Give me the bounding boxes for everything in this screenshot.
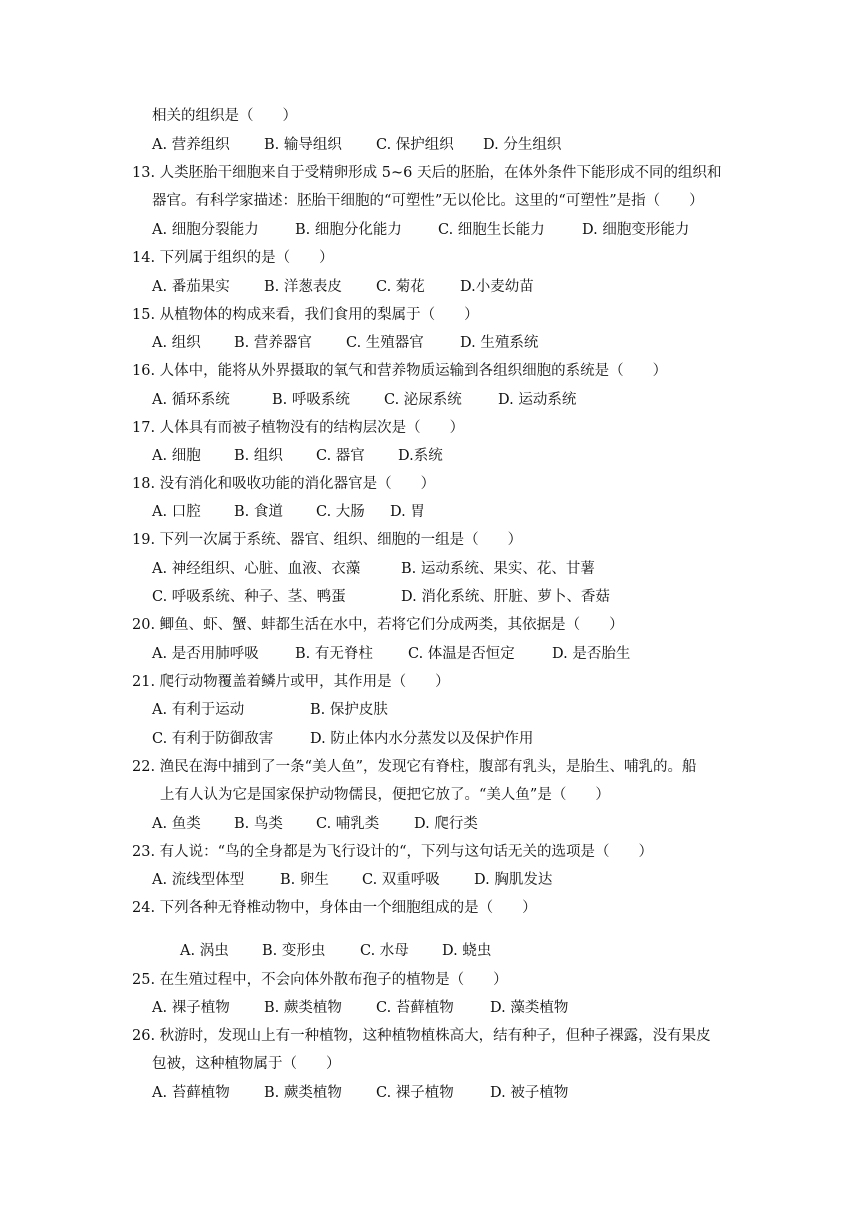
q24-option-d: D. 蛲虫	[442, 943, 492, 959]
q16-option-c: C. 泌尿系统	[384, 392, 462, 408]
q19-option-b: B. 运动系统、果实、花、甘薯	[401, 561, 595, 577]
q15-option-d: D. 生殖系统	[460, 335, 539, 351]
q13-stem-line2: 器官。有科学家描述：胚胎干细胞的“可塑性”无以伦比。这里的“可塑性”是指（ ）	[152, 193, 704, 209]
q16-option-a: A. 循环系统	[152, 392, 230, 408]
q14-option-b: B. 洋葱表皮	[264, 279, 342, 295]
q20-stem: 20. 鲫鱼、虾、蟹、蚌都生活在水中，若将它们分成两类，其依据是（ ）	[132, 617, 624, 633]
q17-stem: 17. 人体具有而被子植物没有的结构层次是（ ）	[132, 420, 465, 436]
q22-option-d: D. 爬行类	[414, 816, 478, 832]
q19-option-c: C. 呼吸系统、种子、茎、鸭蛋	[152, 589, 346, 605]
q18-option-b: B. 食道	[234, 504, 283, 520]
q19-option-a: A. 神经组织、心脏、血液、衣藻	[152, 561, 361, 577]
q15-option-c: C. 生殖器官	[346, 335, 424, 351]
q25-option-d: D. 藻类植物	[490, 1000, 569, 1016]
q25-option-a: A. 裸子植物	[152, 1000, 230, 1016]
q14-option-a: A. 番茄果实	[152, 279, 230, 295]
q24-stem: 24. 下列各种无脊椎动物中，身体由一个细胞组成的是（ ）	[132, 900, 537, 916]
q21-option-d: D. 防止体内水分蒸发以及保护作用	[310, 731, 534, 747]
q20-option-d: D. 是否胎生	[552, 646, 631, 662]
q15-stem: 15. 从植物体的构成来看，我们食用的梨属于（ ）	[132, 307, 479, 323]
q24-option-a: A. 涡虫	[180, 943, 229, 959]
q14-option-c: C. 菊花	[376, 279, 425, 295]
q23-option-a: A. 流线型体型	[152, 872, 245, 888]
q26-option-d: D. 被子植物	[490, 1085, 569, 1101]
q12-option-c: C. 保护组织	[376, 137, 454, 153]
q22-option-b: B. 鸟类	[234, 816, 283, 832]
q14-stem: 14. 下列属于组织的是（ ）	[132, 250, 334, 266]
q25-option-c: C. 苔藓植物	[376, 1000, 454, 1016]
q13-option-c: C. 细胞生长能力	[438, 222, 545, 238]
q13-option-b: B. 细胞分化能力	[295, 222, 402, 238]
q24-option-c: C. 水母	[360, 943, 409, 959]
q22-stem-line1: 22. 渔民在海中捕到了一条“美人鱼”，发现它有脊柱，腹部有乳头，是胎生、哺乳的。船	[132, 759, 697, 775]
q20-option-b: B. 有无脊柱	[295, 646, 373, 662]
q20-option-c: C. 体温是否恒定	[408, 646, 515, 662]
q16-stem: 16. 人体中，能将从外界摄取的氧气和营养物质运输到各组织细胞的系统是（ ）	[132, 363, 668, 379]
q12-option-d: D. 分生组织	[483, 137, 562, 153]
q21-option-b: B. 保护皮肤	[310, 702, 388, 718]
q26-stem-line1: 26. 秋游时，发现山上有一种植物，这种植物植株高大，结有种子，但种子裸露，没有果皮	[132, 1028, 711, 1044]
q23-option-d: D. 胸肌发达	[474, 872, 553, 888]
q25-stem: 25. 在生殖过程中，不会向体外散布孢子的植物是（ ）	[132, 972, 508, 988]
q16-option-d: D. 运动系统	[498, 392, 577, 408]
q13-option-d: D. 细胞变形能力	[582, 222, 690, 238]
q17-option-b: B. 组织	[234, 448, 283, 464]
q13-option-a: A. 细胞分裂能力	[152, 222, 259, 238]
q21-stem: 21. 爬行动物覆盖着鳞片或甲，其作用是（ ）	[132, 674, 450, 690]
q26-option-c: C. 裸子植物	[376, 1085, 454, 1101]
q21-option-c: C. 有利于防御敌害	[152, 731, 274, 747]
q17-option-a: A. 细胞	[152, 448, 201, 464]
q25-option-b: B. 蕨类植物	[264, 1000, 342, 1016]
q26-option-a: A. 苔藓植物	[152, 1085, 230, 1101]
q19-stem: 19. 下列一次属于系统、器官、组织、细胞的一组是（ ）	[132, 532, 523, 548]
q18-stem: 18. 没有消化和吸收功能的消化器官是（ ）	[132, 476, 436, 492]
q23-option-b: B. 卵生	[280, 872, 329, 888]
q12-option-a: A. 营养组织	[152, 137, 230, 153]
q16-option-b: B. 呼吸系统	[272, 392, 350, 408]
q18-option-d: D. 胃	[390, 504, 425, 520]
q22-option-a: A. 鱼类	[152, 816, 201, 832]
q22-stem-line2: 上有人认为它是国家保护动物儒艮，便把它放了。“美人鱼”是（ ）	[160, 787, 610, 803]
q22-option-c: C. 哺乳类	[316, 816, 380, 832]
q12-stem: 相关的组织是（ ）	[152, 108, 297, 124]
q18-option-c: C. 大肠	[316, 504, 365, 520]
q17-option-d: D.系统	[398, 448, 443, 464]
q20-option-a: A. 是否用肺呼吸	[152, 646, 259, 662]
q26-option-b: B. 蕨类植物	[264, 1085, 342, 1101]
q15-option-b: B. 营养器官	[234, 335, 312, 351]
q19-option-d: D. 消化系统、肝脏、萝卜、香菇	[401, 589, 610, 605]
q21-option-a: A. 有利于运动	[152, 702, 245, 718]
q13-stem-line1: 13. 人类胚胎干细胞来自于受精卵形成 5~6 天后的胚胎，在体外条件下能形成不同的组织和	[132, 165, 722, 181]
q15-option-a: A. 组织	[152, 335, 201, 351]
q26-stem-line2: 包被，这种植物属于（ ）	[152, 1056, 341, 1072]
q12-option-b: B. 输导组织	[264, 137, 342, 153]
q18-option-a: A. 口腔	[152, 504, 201, 520]
q24-option-b: B. 变形虫	[262, 943, 326, 959]
q17-option-c: C. 器官	[316, 448, 365, 464]
q23-option-c: C. 双重呼吸	[362, 872, 440, 888]
q23-stem: 23. 有人说：“鸟的全身都是为飞行设计的“，下列与这句话无关的选项是（ ）	[132, 844, 653, 860]
q14-option-d: D.小麦幼苗	[460, 279, 534, 295]
